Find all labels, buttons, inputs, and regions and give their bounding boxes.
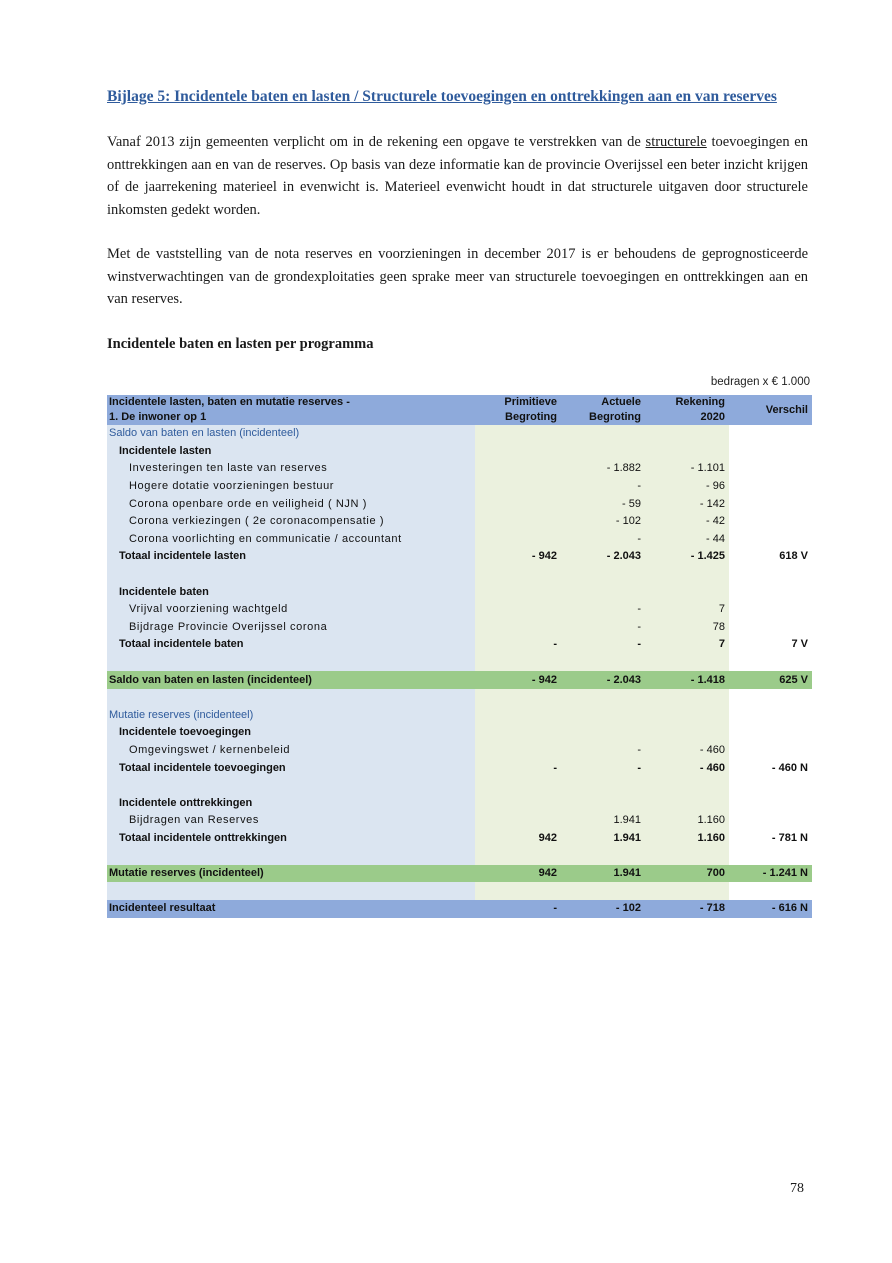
spacer-row <box>107 654 812 672</box>
page-number: 78 <box>790 1181 804 1196</box>
row-label: Corona voorlichting en communicatie / accountant <box>107 531 475 549</box>
cell-actuele-begroting: - <box>561 636 645 654</box>
cell-primitieve-begroting <box>475 689 561 707</box>
header-label-line2: 1. De inwoner op 1 <box>109 411 207 423</box>
cell-actuele-begroting <box>561 794 645 812</box>
cell-verschil <box>729 847 812 865</box>
cell-primitieve-begroting <box>475 742 561 760</box>
cell-actuele-begroting <box>561 777 645 795</box>
cell-primitieve-begroting <box>475 583 561 601</box>
row-label: Omgevingswet / kernenbeleid <box>107 742 475 760</box>
cell-verschil: 618 V <box>729 548 812 566</box>
cell-primitieve-begroting <box>475 566 561 584</box>
cell-verschil <box>729 425 812 443</box>
cell-rekening-2020: - 96 <box>645 478 729 496</box>
row-label: Incidenteel resultaat <box>107 900 475 918</box>
cell-rekening-2020 <box>645 707 729 725</box>
row-label: Corona verkiezingen ( 2e coronacompensatie ) <box>107 513 475 531</box>
header-col3-line1: Rekening <box>675 396 725 408</box>
cell-actuele-begroting: - <box>561 601 645 619</box>
cell-primitieve-begroting <box>475 724 561 742</box>
cell-actuele-begroting <box>561 882 645 900</box>
reserves-paragraph: Met de vaststelling van de nota reserves en voorzieningen in december 2017 is er behoudens de geprognosticeerde winstverwachtingen van de grondexploitaties geen sprake meer van structurele toevoegingen en onttrekkingen aan en van reserves. <box>107 246 808 307</box>
table-row <box>107 812 812 830</box>
annex-heading: Bijlage 5: Incidentele baten en lasten / Structurele toevoegingen en onttrekkingen aan en van reserves <box>107 88 777 105</box>
row-label: Totaal incidentele lasten <box>107 548 475 566</box>
row-label: Bijdrage Provincie Overijssel corona <box>107 619 475 637</box>
cell-primitieve-begroting <box>475 707 561 725</box>
row-label: Incidentele onttrekkingen <box>107 794 475 812</box>
table-row <box>107 443 812 461</box>
table-header-row <box>107 395 812 425</box>
header-col2-line2: Begroting <box>589 411 641 423</box>
cell-actuele-begroting: - 59 <box>561 495 645 513</box>
cell-verschil: 7 V <box>729 636 812 654</box>
cell-primitieve-begroting <box>475 495 561 513</box>
cell-actuele-begroting: - <box>561 478 645 496</box>
spacer-row <box>107 847 812 865</box>
cell-verschil: - 1.241 N <box>729 865 812 883</box>
spacer-row <box>107 882 812 900</box>
header-verschil: Verschil <box>729 395 812 425</box>
cell-rekening-2020 <box>645 689 729 707</box>
cell-actuele-begroting <box>561 654 645 672</box>
cell-verschil <box>729 812 812 830</box>
cell-verschil <box>729 882 812 900</box>
cell-primitieve-begroting: - 942 <box>475 548 561 566</box>
cell-verschil: - 781 N <box>729 830 812 848</box>
cell-actuele-begroting <box>561 707 645 725</box>
row-label <box>107 654 475 672</box>
table-row <box>107 865 812 883</box>
cell-rekening-2020: 7 <box>645 636 729 654</box>
cell-actuele-begroting: - <box>561 619 645 637</box>
table-row <box>107 636 812 654</box>
row-label: Totaal incidentele toevoegingen <box>107 759 475 777</box>
cell-primitieve-begroting <box>475 619 561 637</box>
cell-primitieve-begroting: - <box>475 759 561 777</box>
cell-rekening-2020 <box>645 443 729 461</box>
cell-rekening-2020 <box>645 882 729 900</box>
row-label <box>107 566 475 584</box>
cell-actuele-begroting: - 102 <box>561 900 645 918</box>
cell-primitieve-begroting <box>475 443 561 461</box>
cell-primitieve-begroting <box>475 812 561 830</box>
cell-primitieve-begroting: - <box>475 900 561 918</box>
row-label: Mutatie reserves (incidenteel) <box>107 707 475 725</box>
row-label <box>107 882 475 900</box>
cell-primitieve-begroting <box>475 882 561 900</box>
cell-actuele-begroting <box>561 425 645 443</box>
row-label: Saldo van baten en lasten (incidenteel) <box>107 425 475 443</box>
cell-rekening-2020: - 718 <box>645 900 729 918</box>
cell-rekening-2020: 78 <box>645 619 729 637</box>
table-row <box>107 742 812 760</box>
cell-verschil <box>729 619 812 637</box>
header-actuele-begroting <box>561 395 645 425</box>
cell-verschil <box>729 531 812 549</box>
cell-rekening-2020 <box>645 654 729 672</box>
row-label: Hogere dotatie voorzieningen bestuur <box>107 478 475 496</box>
table-row <box>107 619 812 637</box>
header-label <box>107 395 475 425</box>
intro-paragraph-start: Vanaf 2013 zijn gemeenten verplicht om in de rekening een opgave te verstrekken van de <box>107 134 646 150</box>
cell-verschil <box>729 601 812 619</box>
cell-rekening-2020: - 42 <box>645 513 729 531</box>
cell-primitieve-begroting: 942 <box>475 865 561 883</box>
row-label <box>107 777 475 795</box>
cell-primitieve-begroting <box>475 601 561 619</box>
cell-actuele-begroting: 1.941 <box>561 812 645 830</box>
table-row <box>107 707 812 725</box>
cell-verschil <box>729 742 812 760</box>
table-row <box>107 583 812 601</box>
table-row <box>107 513 812 531</box>
cell-rekening-2020 <box>645 847 729 865</box>
row-label: Incidentele toevoegingen <box>107 724 475 742</box>
table-row <box>107 460 812 478</box>
row-label: Investeringen ten laste van reserves <box>107 460 475 478</box>
cell-rekening-2020: - 44 <box>645 531 729 549</box>
cell-actuele-begroting: - 2.043 <box>561 548 645 566</box>
cell-verschil <box>729 583 812 601</box>
header-col1-line2: Begroting <box>505 411 557 423</box>
intro-paragraph-end: toevoegingen en onttrekkingen aan en van de reserves. Op basis van deze informatie kan de provincie Overijssel een beter inzicht krijgen of de jaarrekening materieel in evenwicht is. Materieel evenwicht houdt in dat structurele uitgaven door structurele inkomsten gedekt worden. <box>107 134 808 218</box>
cell-actuele-begroting <box>561 689 645 707</box>
header-col3-line2: 2020 <box>700 411 725 423</box>
table-row <box>107 548 812 566</box>
cell-verschil: - 460 N <box>729 759 812 777</box>
cell-actuele-begroting <box>561 566 645 584</box>
row-label: Saldo van baten en lasten (incidenteel) <box>107 671 475 689</box>
cell-primitieve-begroting <box>475 513 561 531</box>
cell-rekening-2020: 700 <box>645 865 729 883</box>
cell-actuele-begroting: - <box>561 759 645 777</box>
cell-verschil <box>729 460 812 478</box>
cell-verschil <box>729 478 812 496</box>
cell-primitieve-begroting: 942 <box>475 830 561 848</box>
cell-primitieve-begroting <box>475 460 561 478</box>
cell-verschil <box>729 707 812 725</box>
table-row <box>107 671 812 689</box>
table-row <box>107 830 812 848</box>
cell-primitieve-begroting <box>475 478 561 496</box>
row-label: Mutatie reserves (incidenteel) <box>107 865 475 883</box>
cell-verschil: 625 V <box>729 671 812 689</box>
cell-actuele-begroting <box>561 583 645 601</box>
cell-verschil <box>729 794 812 812</box>
cell-verschil <box>729 724 812 742</box>
row-label: Corona openbare orde en veiligheid ( NJN ) <box>107 495 475 513</box>
table-row <box>107 531 812 549</box>
cell-actuele-begroting: - 2.043 <box>561 671 645 689</box>
header-col1-line1: Primitieve <box>504 396 557 408</box>
table-row <box>107 495 812 513</box>
header-label-line1: Incidentele lasten, baten en mutatie reserves - <box>109 396 350 408</box>
cell-rekening-2020: - 460 <box>645 742 729 760</box>
cell-rekening-2020 <box>645 794 729 812</box>
cell-primitieve-begroting <box>475 425 561 443</box>
cell-verschil <box>729 495 812 513</box>
table-subheading: Incidentele baten en lasten per programma <box>107 336 374 352</box>
cell-rekening-2020: 1.160 <box>645 812 729 830</box>
row-label: Vrijval voorziening wachtgeld <box>107 601 475 619</box>
cell-primitieve-begroting <box>475 777 561 795</box>
cell-primitieve-begroting <box>475 531 561 549</box>
cell-actuele-begroting: - <box>561 742 645 760</box>
header-primitieve-begroting <box>475 395 561 425</box>
cell-verschil <box>729 566 812 584</box>
table-row <box>107 794 812 812</box>
cell-actuele-begroting: - 1.882 <box>561 460 645 478</box>
cell-verschil <box>729 689 812 707</box>
cell-rekening-2020 <box>645 724 729 742</box>
cell-rekening-2020 <box>645 566 729 584</box>
cell-actuele-begroting: 1.941 <box>561 865 645 883</box>
cell-primitieve-begroting <box>475 847 561 865</box>
cell-primitieve-begroting: - <box>475 636 561 654</box>
cell-actuele-begroting: - 102 <box>561 513 645 531</box>
row-label <box>107 847 475 865</box>
row-label: Totaal incidentele onttrekkingen <box>107 830 475 848</box>
table-row <box>107 759 812 777</box>
header-col2-line1: Actuele <box>601 396 641 408</box>
amounts-unit-note: bedragen x € 1.000 <box>710 376 810 388</box>
spacer-row <box>107 566 812 584</box>
table-row <box>107 478 812 496</box>
cell-verschil <box>729 443 812 461</box>
cell-rekening-2020: - 1.101 <box>645 460 729 478</box>
row-label: Incidentele lasten <box>107 443 475 461</box>
cell-actuele-begroting <box>561 443 645 461</box>
table-row <box>107 724 812 742</box>
table-row <box>107 425 812 443</box>
cell-rekening-2020: 7 <box>645 601 729 619</box>
row-label <box>107 689 475 707</box>
incidental-items-table <box>107 395 812 918</box>
row-label: Incidentele baten <box>107 583 475 601</box>
row-label: Bijdragen van Reserves <box>107 812 475 830</box>
intro-paragraph-underlined: structurele <box>645 134 707 150</box>
cell-rekening-2020: 1.160 <box>645 830 729 848</box>
cell-rekening-2020 <box>645 425 729 443</box>
cell-verschil: - 616 N <box>729 900 812 918</box>
cell-primitieve-begroting <box>475 794 561 812</box>
cell-verschil <box>729 654 812 672</box>
cell-rekening-2020: - 1.418 <box>645 671 729 689</box>
cell-rekening-2020: - 460 <box>645 759 729 777</box>
cell-primitieve-begroting: - 942 <box>475 671 561 689</box>
cell-rekening-2020 <box>645 583 729 601</box>
row-label: Totaal incidentele baten <box>107 636 475 654</box>
spacer-row <box>107 777 812 795</box>
cell-actuele-begroting <box>561 724 645 742</box>
cell-rekening-2020 <box>645 777 729 795</box>
cell-primitieve-begroting <box>475 654 561 672</box>
cell-actuele-begroting: - <box>561 531 645 549</box>
table-row <box>107 601 812 619</box>
cell-actuele-begroting <box>561 847 645 865</box>
table-row <box>107 900 812 918</box>
cell-verschil <box>729 777 812 795</box>
cell-rekening-2020: - 1.425 <box>645 548 729 566</box>
intro-paragraph <box>107 131 808 221</box>
spacer-row <box>107 689 812 707</box>
cell-actuele-begroting: 1.941 <box>561 830 645 848</box>
cell-rekening-2020: - 142 <box>645 495 729 513</box>
cell-verschil <box>729 513 812 531</box>
header-rekening <box>645 395 729 425</box>
